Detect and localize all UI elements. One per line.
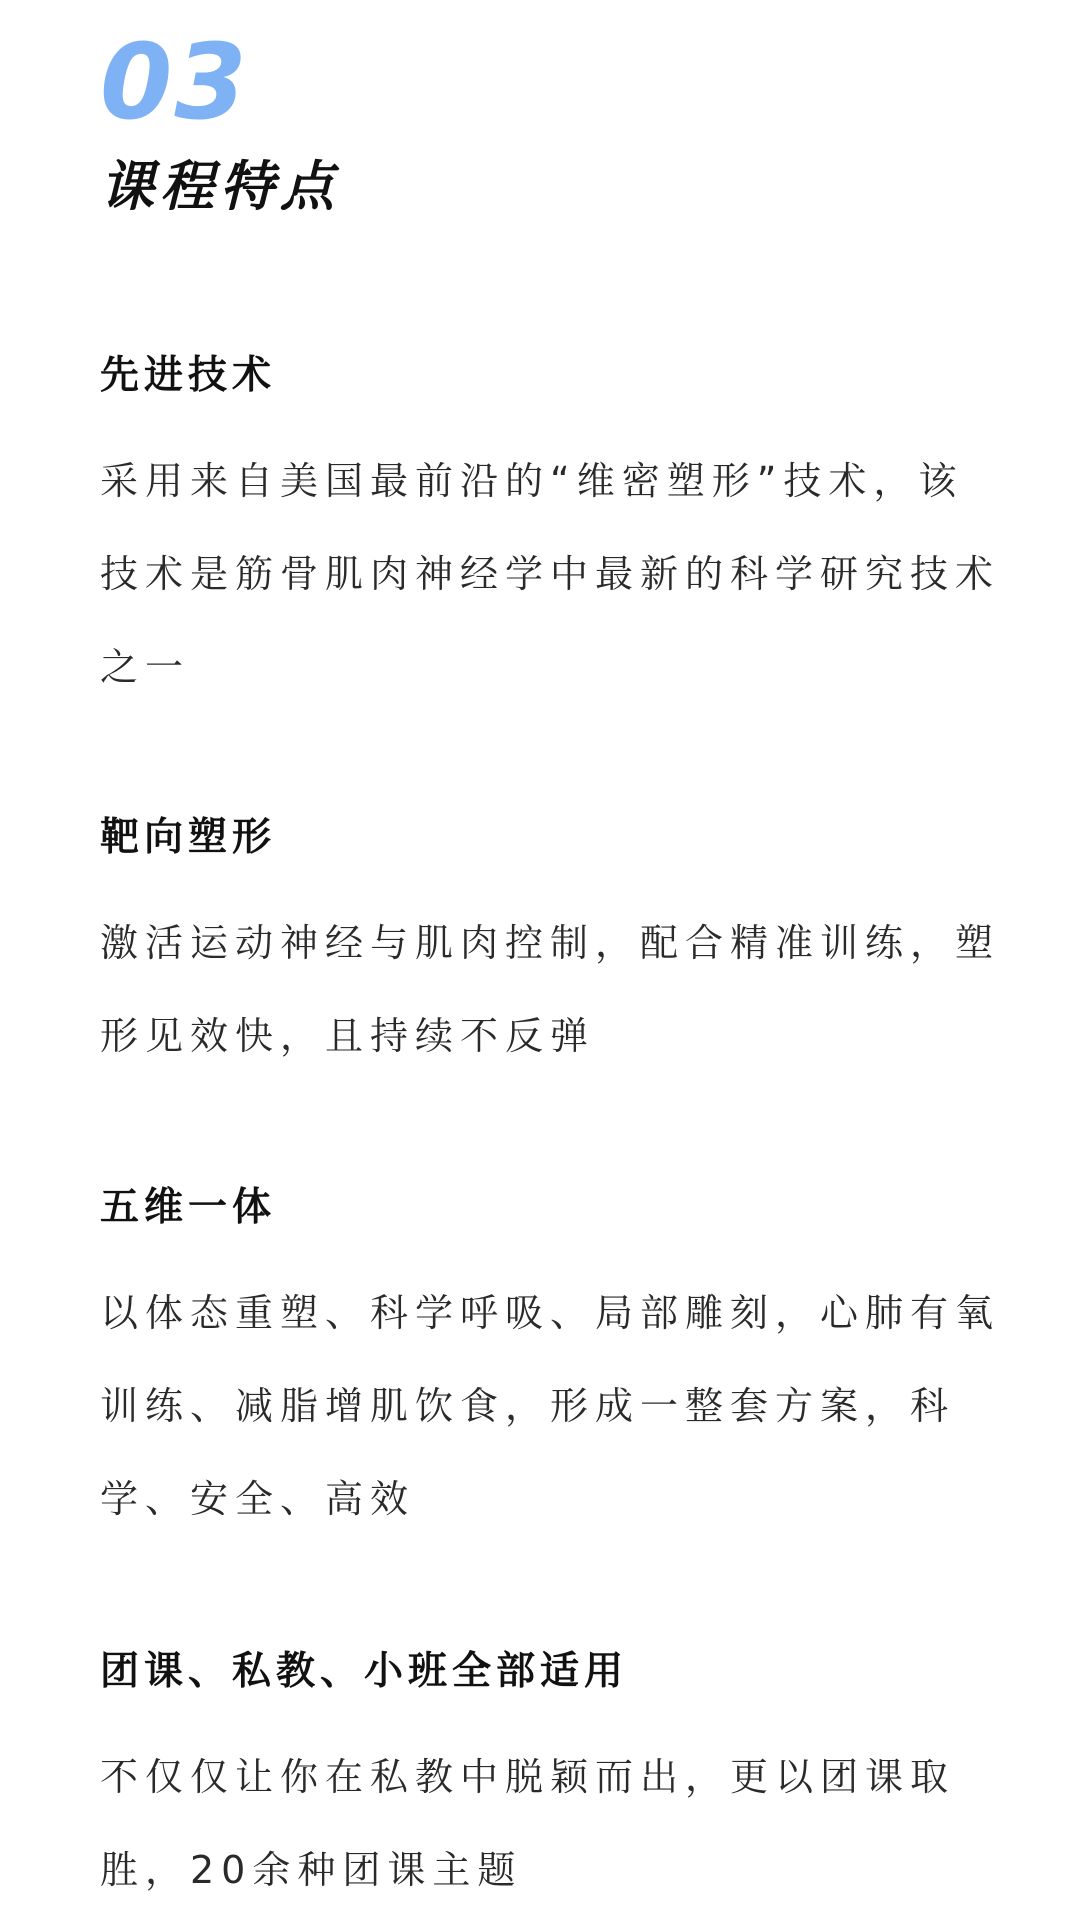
feature-body: 采用来自美国最前沿的“维密塑形”技术，该技术是筋骨肌肉神经学中最新的科学研究技术之一 [100, 459, 1001, 689]
feature-heading: 团课、私教、小班全部适用 [100, 1649, 629, 1694]
feature-body: 以体态重塑、科学呼吸、局部雕刻，心肺有氧训练、减脂增肌饮食，形成一整套方案，科学、安全、高效 [100, 1291, 1001, 1521]
feature-all-class-types [100, 1649, 1000, 1917]
feature-advanced-technology [100, 353, 1001, 714]
feature-five-in-one [100, 1185, 1001, 1546]
feature-heading: 先进技术 [100, 353, 277, 398]
feature-heading: 五维一体 [100, 1185, 277, 1230]
feature-heading: 靶向塑形 [100, 815, 277, 860]
feature-body: 不仅仅让你在私教中脱颖而出，更以团课取胜，20余种团课主题 [100, 1755, 956, 1892]
section-title: 课程特点 [100, 155, 340, 218]
feature-targeted-shaping [100, 815, 1001, 1083]
section-number: 03 [100, 21, 249, 143]
feature-body: 激活运动神经与肌肉控制，配合精准训练，塑形见效快，且持续不反弹 [100, 921, 1001, 1058]
